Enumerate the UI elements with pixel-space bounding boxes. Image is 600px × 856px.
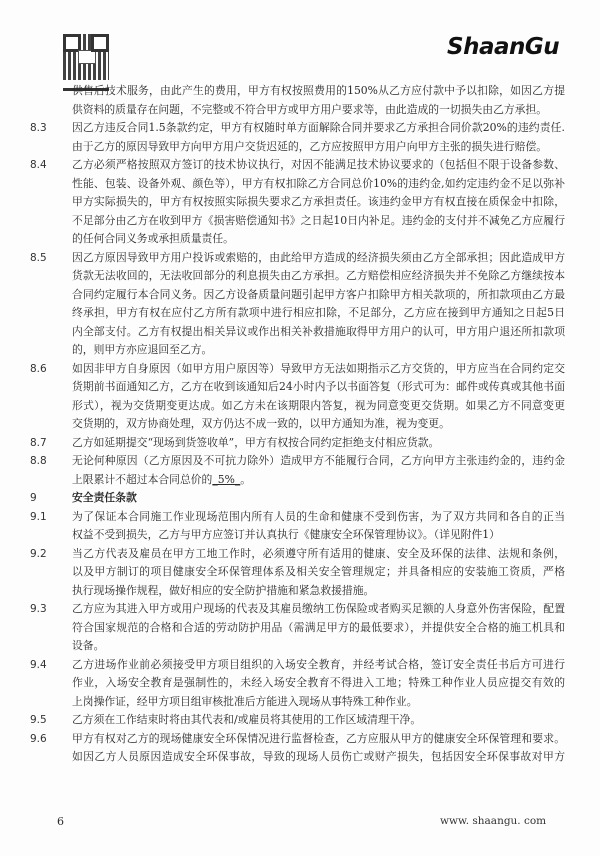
clause-text-span: 性能、包装、设备外观、颜色等），甲方有权扣除乙方合同总价10%的违约金,如约定违约金不足以弥补 xyxy=(72,176,565,190)
clause-text xyxy=(72,582,565,601)
clause-line xyxy=(0,434,600,453)
clause-text-span: 供售后技术服务，由此产生的费用，甲方有权按照费用的150%从乙方应付款中予以扣除，如因乙方提 xyxy=(72,84,565,97)
clause-text xyxy=(72,434,565,453)
clause-text xyxy=(72,212,565,231)
clause-text-span: 权益不受到损失，乙方与甲方应签订并认真执行《健康安全环保管理协议》。（详见附件1） xyxy=(72,528,500,541)
clause-text-span: 甲方实际损失的，甲方有权按照实际损失要求乙方承担责任。该违约金甲方有权直接在质保金中扣除， xyxy=(72,195,565,208)
clause-line xyxy=(0,637,600,656)
clause-line xyxy=(0,156,600,175)
clause-text xyxy=(72,748,565,767)
clause-line xyxy=(0,674,600,693)
clause-number: 9.4 xyxy=(30,658,47,671)
clause-text xyxy=(72,637,565,656)
clause-text xyxy=(72,360,565,379)
clause-text-span: 安全责任条款 xyxy=(72,491,137,504)
clause-text xyxy=(72,138,565,157)
clause-line xyxy=(0,267,600,286)
clause-text xyxy=(72,286,565,305)
clause-text-span: 乙方须在工作结束时将由其代表和/或雇员将其使用的工作区域清理干净。 xyxy=(72,713,422,726)
clause-text xyxy=(72,711,565,730)
page-number: 6 xyxy=(57,815,64,828)
clause-text-span: 甲方有权对乙方的现场健康安全环保情况进行监督检查，乙方应服从甲方的健康安全环保管理和要求。 xyxy=(72,731,565,745)
clause-text xyxy=(72,656,565,675)
clause-line xyxy=(0,286,600,305)
clause-line xyxy=(0,249,600,268)
clause-text-span: 上岗操作证，经甲方项目组审核批准后方能进入现场从事特殊工种作业。 xyxy=(72,694,418,708)
clause-line xyxy=(0,711,600,730)
clause-text xyxy=(72,471,565,490)
clause-text-span: 乙方必须严格按照双方签订的技术协议执行，对因不能满足技术协议要求的（包括但不限于设备参数、 xyxy=(72,158,565,171)
clause-text-span: 无论何种原因（乙方原因及不可抗力除外）造成甲方不能履行合同，乙方向甲方主张违约金的，违约金 xyxy=(72,454,565,467)
clause-text xyxy=(72,378,565,397)
clause-text-span: 因乙方违反合同1.5条款约定，甲方有权随时单方面解除合同并要求乙方承担合同价款20%的违约责任. xyxy=(72,121,565,134)
clause-text-span: 符合国家规范的合格和合适的劳动防护用品（需满足甲方的最低要求），并提供安全合格的施工机具和 xyxy=(72,620,565,634)
clause-text xyxy=(72,619,565,638)
shaangu-logo: ShaanGu xyxy=(447,34,560,60)
clause-line xyxy=(0,341,600,360)
clause-line xyxy=(0,508,600,527)
clause-text xyxy=(72,563,565,582)
clause-number: 9.2 xyxy=(30,547,47,560)
clause-text-span: 形式），视为交货期变更达成。如乙方未在该期限内答复，视为同意变更交货期。如果乙方不同意变更 xyxy=(72,398,565,412)
clause-text-span: 内全部支付。乙方有权提出相关异议或作出相关补救措施取得甲方用户的认可，甲方用户退还所扣款项 xyxy=(72,324,565,338)
clause-line xyxy=(0,193,600,212)
clause-text xyxy=(72,452,565,471)
clause-line xyxy=(0,452,600,471)
clause-line xyxy=(0,138,600,157)
clause-text xyxy=(72,267,565,286)
clause-text-span: 作业，入场安全教育是强制性的，未经入场安全教育不得进入工地；特殊工种作业人员应提交有效的 xyxy=(72,676,565,689)
clause-number: 8.3 xyxy=(30,122,47,134)
clause-line xyxy=(0,323,600,342)
clause-text xyxy=(72,397,565,416)
clause-line xyxy=(0,526,600,545)
clause-line xyxy=(0,212,600,231)
clause-text xyxy=(72,545,565,564)
clause-text xyxy=(72,230,565,249)
clause-text-span: 货期前书面通知乙方，乙方在收到该通知后24小时内予以书面答复（形式可为：邮件或传真或其他书面 xyxy=(72,380,565,393)
clause-line xyxy=(0,748,600,767)
clause-line xyxy=(0,656,600,675)
clause-text-span: 因乙方原因导致甲方用户投诉或索赔的，由此给甲方造成的经济损失须由乙方全部承担；因此造成甲方 xyxy=(72,250,565,264)
clause-text-span: 货款无法收回的，无法收回部分的利息损失由乙方承担。乙方赔偿相应经济损失并不免除乙方继续按本 xyxy=(72,269,565,282)
qr-code xyxy=(63,34,109,80)
clause-text-span: 如因非甲方自身原因（如甲方用户原因等）导致甲方无法如期指示乙方交货的，甲方应当在合同约定交 xyxy=(72,361,565,375)
clause-text xyxy=(72,156,565,175)
footer-url: www. shaangu. com xyxy=(440,815,547,827)
clause-text-span: 设备。 xyxy=(72,639,105,652)
clause-text-span: 乙方进场作业前必须接受甲方项目组织的入场安全教育，并经考试合格，签订安全责任书后方可进行 xyxy=(72,657,565,671)
clause-text xyxy=(72,249,565,268)
clause-text xyxy=(72,489,565,508)
clause-line xyxy=(0,119,600,138)
clause-text xyxy=(72,508,565,527)
clause-text-span: 当乙方代表及雇员在甲方工地工作时，必须遵守所有适用的健康、安全及环保的法律、法规和条例， xyxy=(72,546,565,560)
clause-text xyxy=(72,693,565,712)
clause-line xyxy=(0,397,600,416)
clause-text xyxy=(72,600,565,619)
clause-line xyxy=(0,304,600,323)
clause-text xyxy=(72,415,565,434)
clause-number: 8.4 xyxy=(30,159,47,171)
clause-line xyxy=(0,582,600,601)
clause-number: 8.6 xyxy=(30,362,47,375)
clause-text xyxy=(72,323,565,342)
clause-text-span: 以及甲方制订的项目健康安全环保管理体系及相关安全管理规定；并具备相应的安装施工资质，严格 xyxy=(72,565,565,578)
clause-text xyxy=(72,82,565,101)
clause-number: 9.6 xyxy=(30,732,47,745)
clause-number: 8.7 xyxy=(30,436,47,449)
clause-line xyxy=(0,693,600,712)
clause-text-span: 如因乙方人员原因造成安全环保事故，导致的现场人员伤亡或财产损失，包括因安全环保事故对甲方 xyxy=(72,750,565,763)
clause-line xyxy=(0,101,600,120)
clause-text xyxy=(72,119,565,138)
clause-number: 9.3 xyxy=(30,603,47,615)
clause-text-span: 供资料的质量存在问题，不完整或不符合甲方或甲方用户要求等，由此造成的一切损失由乙方承担。 xyxy=(72,102,548,116)
clause-text xyxy=(72,730,565,749)
clause-text xyxy=(72,674,565,693)
clause-text-span: 执行现场操作规程，做好相应的安全防护措施和紧急救援措施。 xyxy=(72,583,375,597)
clause-text xyxy=(72,341,565,360)
clause-text-span: 由于乙方的原因导致甲方向甲方用户交货迟延的，乙方应按照甲方用户向甲方主张的损失进行赔偿。 xyxy=(72,139,548,153)
clause-line xyxy=(0,82,600,101)
clause-text-span: 交货期的，双方协商处理，双方仍达不成一致的，以甲方通知为准，视为变更。 xyxy=(72,417,450,430)
clause-line xyxy=(0,230,600,249)
clause-text xyxy=(72,175,565,194)
clause-text xyxy=(72,304,565,323)
clause-line xyxy=(0,415,600,434)
contract-body xyxy=(0,82,600,767)
clause-number: 8.5 xyxy=(30,251,47,264)
clause-line xyxy=(0,730,600,749)
underlined-value: _5%_ xyxy=(212,472,241,486)
clause-line xyxy=(0,619,600,638)
clause-text xyxy=(72,526,565,545)
clause-line xyxy=(0,471,600,490)
clause-text-span: 上限累计不超过本合同总价的 xyxy=(72,472,213,486)
clause-text xyxy=(72,101,565,120)
clause-text-span: 乙方如延期提交“现场到货签收单”，甲方有权按合同约定拒绝支付相应货款。 xyxy=(72,435,440,449)
clause-line xyxy=(0,545,600,564)
clause-tail: 。 xyxy=(240,472,252,486)
clause-line xyxy=(0,175,600,194)
clause-text-span: 合同约定履行本合同义务。因乙方设备质量问题引起甲方客户扣除甲方相关款项的，所扣款项由乙方最 xyxy=(72,287,565,301)
clause-text xyxy=(72,193,565,212)
clause-number: 9 xyxy=(30,492,37,504)
clause-text-span: 乙方应为其进入甲方或用户现场的代表及其雇员缴纳工伤保险或者购买足额的人身意外伤害保险，配置 xyxy=(72,602,565,615)
clause-line xyxy=(0,600,600,619)
clause-line xyxy=(0,563,600,582)
section-heading-line xyxy=(0,489,600,508)
clause-line xyxy=(0,360,600,379)
clause-text-span: 不足部分由乙方在收到甲方《损害赔偿通知书》之日起10日内补足。违约金的支付并不减免乙方应履行 xyxy=(72,213,565,227)
clause-number: 9.1 xyxy=(30,510,47,523)
clause-line xyxy=(0,378,600,397)
clause-text-span: 的任何合同义务或承担质量责任。 xyxy=(72,232,234,245)
clause-text-span: 为了保证本合同施工作业现场范围内所有人员的生命和健康不受到伤害，为了双方共同和各自的正当 xyxy=(72,509,565,523)
clause-text-span: 的，则甲方亦应退回至乙方。 xyxy=(72,343,213,356)
clause-number: 8.8 xyxy=(30,455,47,467)
clause-text-span: 终承担，甲方有权在应付乙方所有款项中进行相应扣除，不足部分，乙方应在接到甲方通知之日起5日 xyxy=(72,306,565,319)
clause-number: 9.5 xyxy=(30,714,47,726)
